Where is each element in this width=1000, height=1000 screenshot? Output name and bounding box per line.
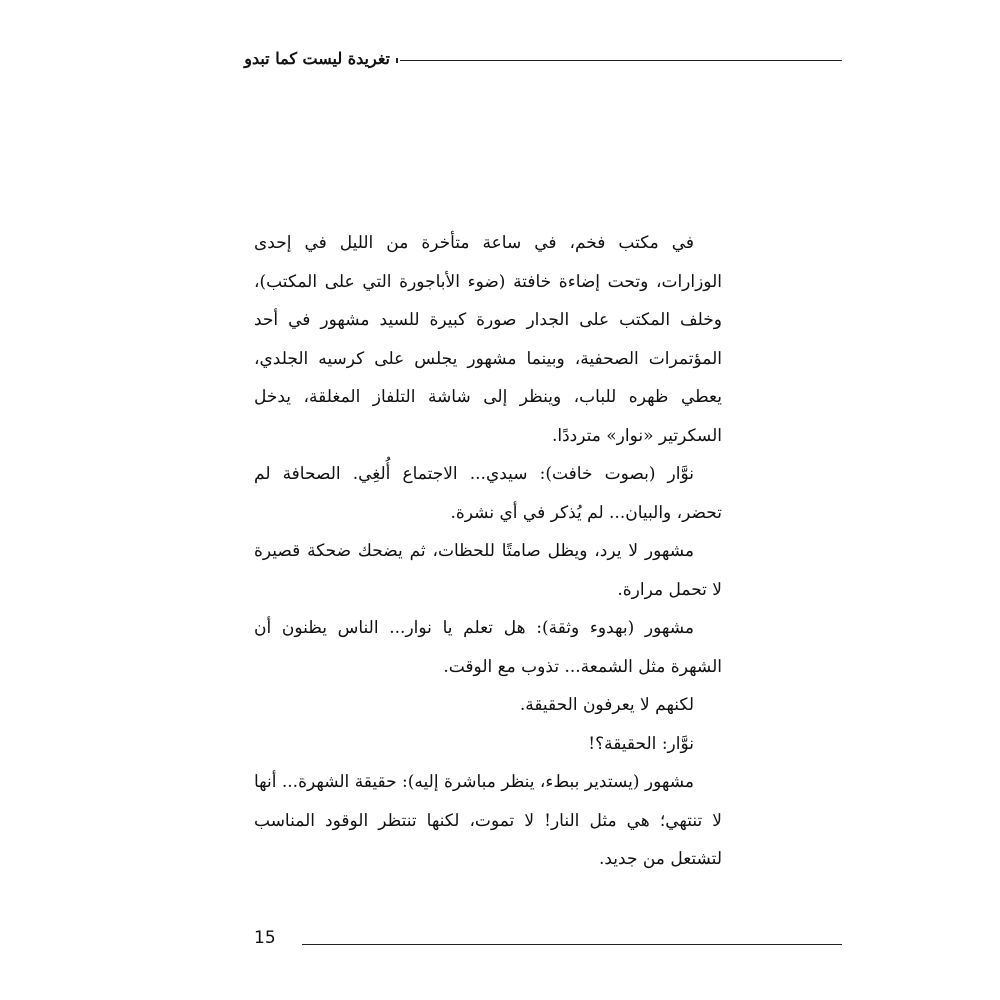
dialogue-mashhour-paragraph: مشهور (بهدوء وثقة): هل تعلم يا نوار... الناس يظنون أن الشهرة مثل الشمعة... تذوب مع الوقت. [254,618,722,677]
header-rule [400,60,842,61]
dialogue-nawwar-paragraph: نوَّار (بصوت خافت): سيدي... الاجتماع أُلغِي. الصحافة لم تحضر، والبيان... لم يُذكر في أي نشرة. [254,464,722,523]
header-rule-tick [396,58,398,63]
action-paragraph: مشهور لا يرد، ويظل صامتًا للحظات، ثم يضحك ضحكة قصيرة لا تحمل مرارة. [254,541,722,600]
page-body [254,224,722,879]
dialogue-nawwar-question-paragraph: نوَّار: الحقيقة؟! [588,733,694,754]
page-number: 15 [254,928,276,948]
page-footer [254,928,842,952]
book-title: تغريدة ليست كما تبدو [244,49,390,68]
scene-description-paragraph: في مكتب فخم، في ساعة متأخرة من الليل في إحدى الوزارات، وتحت إضاءة خافتة (ضوء الأباجورة التي على المكتب)، وخلف المكتب على الجدار صورة كبيرة للسيد مشهور في أحد المؤتمرات الصحفية، وبينما مشهور يجلس على كرسيه الجلدي، يعطي ظهره للباب، وينظر إلى شاشة التلفاز المغلقة، يدخل السكرتير «نوار» مترددًا. [254,233,722,446]
running-header [244,44,842,78]
dialogue-mashhour-final-paragraph: مشهور (يستدير ببطء، ينظر مباشرة إليه): حقيقة الشهرة... أنها لا تنتهي؛ هي مثل النار! لا تموت، لكنها تنتظر الوقود المناسب لتشتعل من جديد. [254,772,722,869]
dialogue-continuation-paragraph: لكنهم لا يعرفون الحقيقة. [519,695,694,715]
footer-rule [302,944,842,945]
